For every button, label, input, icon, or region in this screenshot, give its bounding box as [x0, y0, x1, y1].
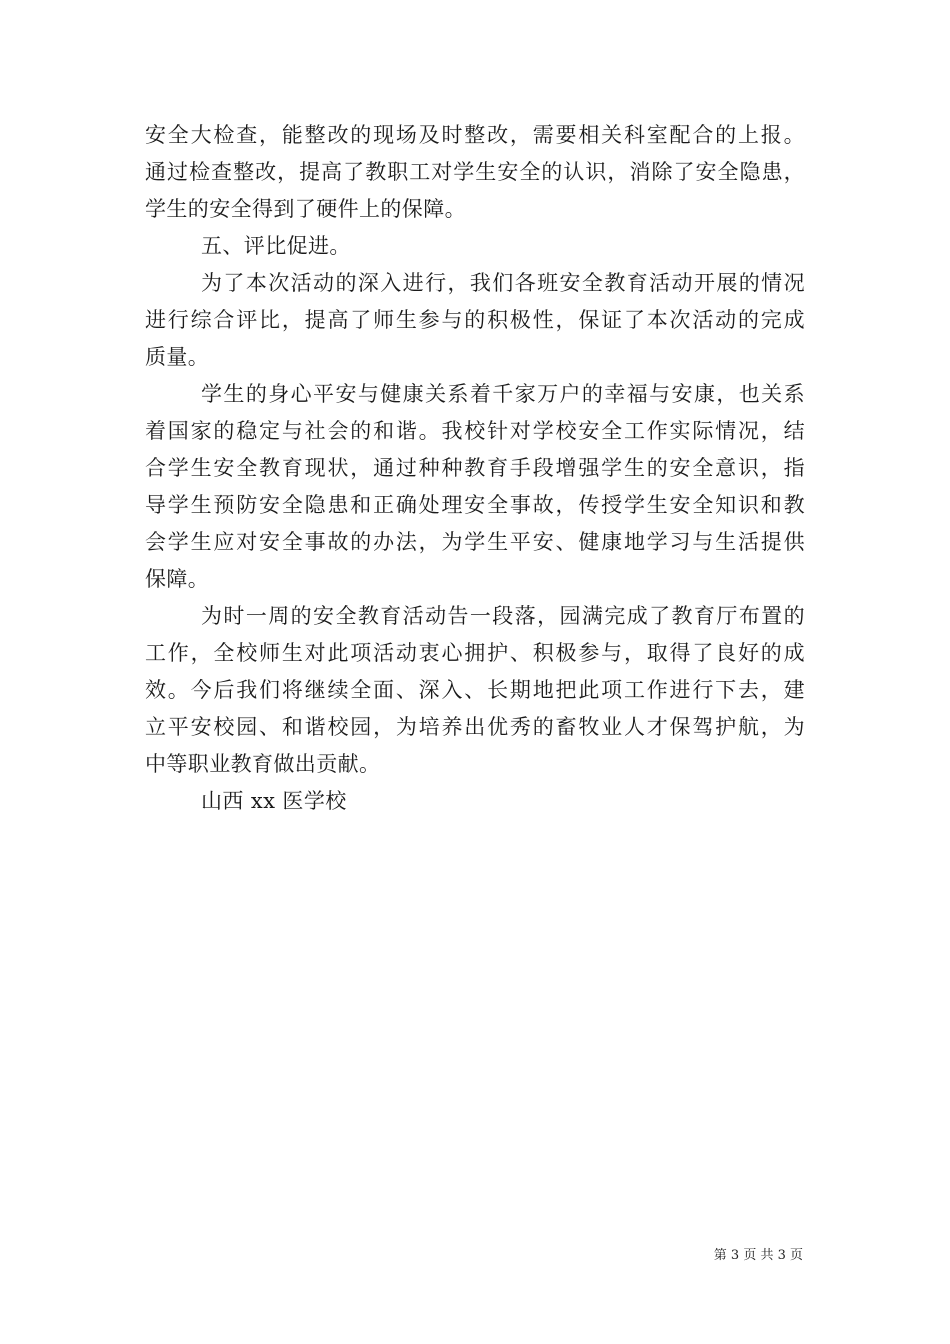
- text-line: 会学生应对安全事故的办法，为学生平安、健康地学习与生活提供: [145, 530, 805, 554]
- section-heading: 五、评比促进。: [201, 234, 351, 258]
- text-line: 为了本次活动的深入进行，我们各班安全教育活动开展的情况: [201, 271, 805, 295]
- text-line: 保障。: [145, 567, 210, 591]
- text-line: 中等职业教育做出贡献。: [145, 752, 381, 776]
- text-line: 立平安校园、和谐校园，为培养出优秀的畜牧业人才保驾护航，为: [145, 715, 805, 739]
- text-line: 导学生预防安全隐患和正确处理安全事故，传授学生安全知识和教: [145, 493, 805, 517]
- signature-line: 山西 xx 医学校: [201, 789, 347, 813]
- text-line: 为时一周的安全教育活动告一段落，园满完成了教育厅布置的: [201, 604, 805, 628]
- text-line: 安全大检查，能整改的现场及时整改，需要相关科室配合的上报。: [145, 123, 805, 147]
- text-line: 质量。: [145, 345, 210, 369]
- text-line: 学生的安全得到了硬件上的保障。: [145, 197, 466, 221]
- text-line: 进行综合评比，提高了师生参与的积极性，保证了本次活动的完成: [145, 308, 805, 332]
- document-body: [145, 117, 805, 820]
- text-line: 效。今后我们将继续全面、深入、长期地把此项工作进行下去，建: [145, 678, 805, 702]
- text-line: 着国家的稳定与社会的和谐。我校针对学校安全工作实际情况，结: [145, 419, 805, 443]
- text-line: 通过检查整改，提高了教职工对学生安全的认识，消除了安全隐患，: [145, 160, 805, 184]
- page-number: 第 3 页 共 3 页: [713, 1248, 803, 1263]
- text-line: 合学生安全教育现状，通过种种教育手段增强学生的安全意识，指: [145, 456, 805, 480]
- text-line: 学生的身心平安与健康关系着千家万户的幸福与安康，也关系: [201, 382, 805, 406]
- text-line: 工作，全校师生对此项活动衷心拥护、积极参与，取得了良好的成: [145, 641, 805, 665]
